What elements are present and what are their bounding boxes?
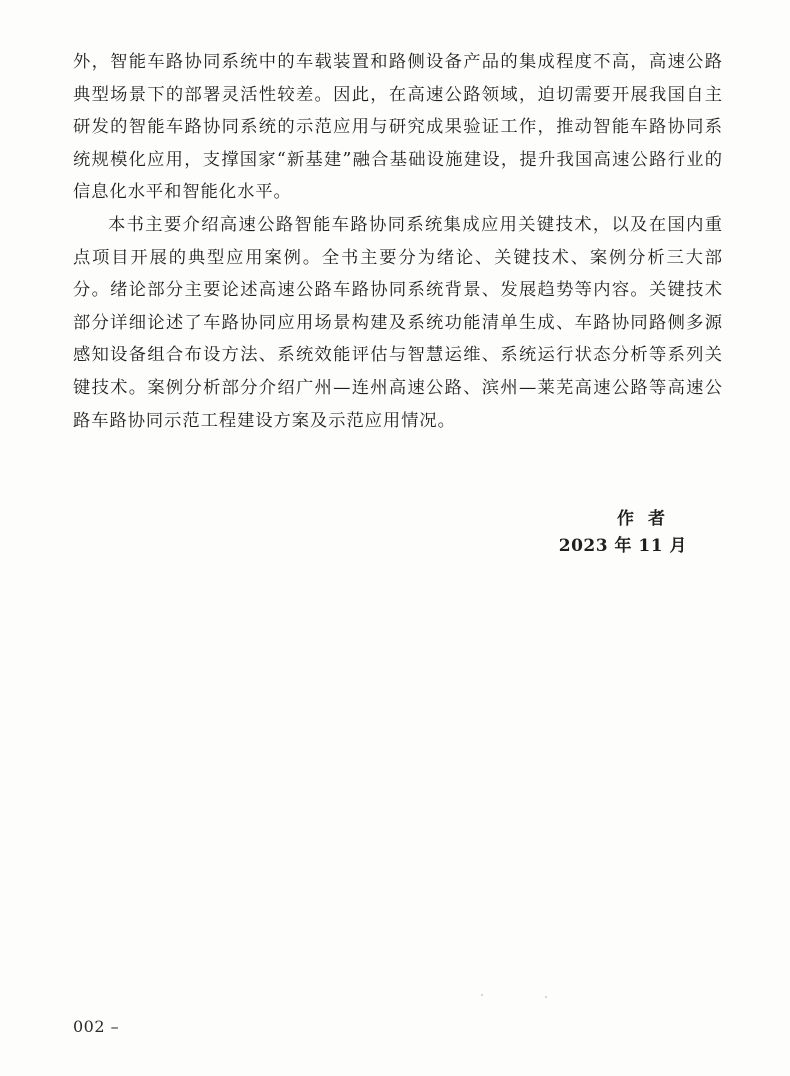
paragraph-continuation: 外，智能车路协同系统中的车载装置和路侧设备产品的集成程度不高，高速公路典型场景下的部署灵活性较差。因此，在高速公路领域，迫切需要开展我国自主研发的智能车路协同系统的示范应用与研究成果验证工作，推动智能车路协同系统规模化应用，支撑国家“新基建”融合基础设施建设，提升我国高速公路行业的信息化水平和智能化水平。 bbox=[73, 52, 723, 203]
page-number: 002 – bbox=[73, 1017, 120, 1036]
paragraph-book-summary: 本书主要介绍高速公路智能车路协同系统集成应用关键技术，以及在国内重点项目开展的典型应用案例。全书主要分为绪论、关键技术、案例分析三大部分。绪论部分主要论述高速公路车路协同系统背景、发展趋势等内容。关键技术部分详细论述了车路协同应用场景构建及系统功能清单生成、车路协同路侧多源感知设备组合布设方法、系统效能评估与智慧运维、系统运行状态分析等系列关键技术。案例分析部分介绍广州—连州高速公路、滨州—莱芜高速公路等高速公路车路协同示范工程建设方案及示范应用情况。 bbox=[73, 214, 723, 431]
signature-date: 2023 年 11 月 bbox=[558, 536, 687, 556]
scan-speck bbox=[481, 994, 483, 996]
signature-block bbox=[559, 506, 687, 560]
body-text bbox=[73, 46, 723, 437]
author-label: 作者 bbox=[617, 509, 679, 529]
scan-speck bbox=[545, 996, 547, 998]
